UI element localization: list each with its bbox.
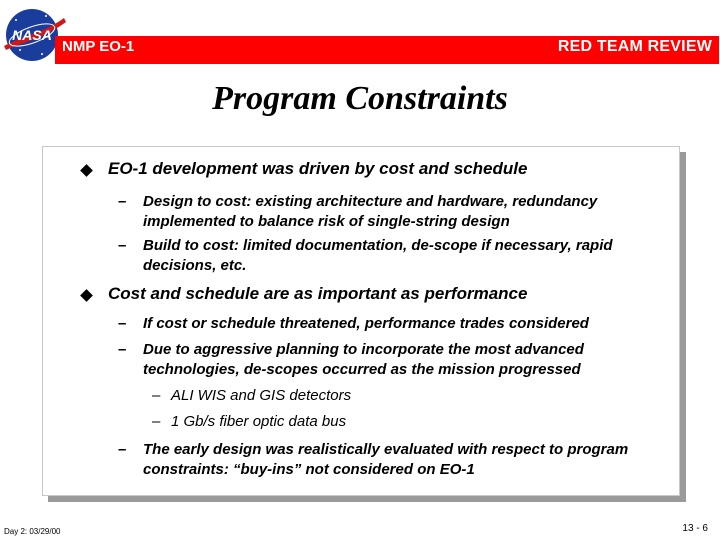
dash-icon: – (118, 441, 127, 458)
bullet-2: Cost and schedule are as important as performance (108, 284, 528, 303)
page-title: Program Constraints (212, 80, 508, 117)
dash-icon: – (118, 193, 127, 210)
header-program-label: NMP EO-1 (62, 38, 135, 55)
sub-bullet-2-2: Due to aggressive planning to incorporate the most advanced technologies, de-scopes occurred as the mission progressed (143, 341, 584, 378)
sub-bullet-1-2: Build to cost: limited documentation, de-scope if necessary, rapid decisions, etc. (143, 237, 613, 274)
header-review-label: RED TEAM REVIEW (557, 38, 712, 55)
footer-date: Day 2: 03/29/00 (4, 527, 61, 536)
dash-icon: – (152, 413, 161, 430)
bullet-1: EO-1 development was driven by cost and schedule (108, 159, 528, 178)
sub-bullet-2-3: The early design was realistically evaluated with respect to program constraints: “buy-ins” not considered on EO-1 (143, 441, 629, 478)
dash-icon: – (118, 237, 127, 254)
dash-icon: – (118, 341, 127, 358)
dash-icon: – (118, 315, 127, 332)
dash-icon: – (152, 387, 161, 404)
sub-sub-bullet-2-2-1: ALI WIS and GIS detectors (171, 387, 352, 404)
sub-sub-bullet-2-2-2: 1 Gb/s fiber optic data bus (171, 413, 347, 430)
sub-bullet-2-1: If cost or schedule threatened, performance trades considered (143, 315, 589, 332)
svg-text:NASA: NASA (12, 27, 52, 43)
footer-page-number: 13 - 6 (682, 523, 708, 534)
sub-bullet-1-1: Design to cost: existing architecture and hardware, redundancy implemented to balance risk of single-string design (143, 193, 598, 230)
